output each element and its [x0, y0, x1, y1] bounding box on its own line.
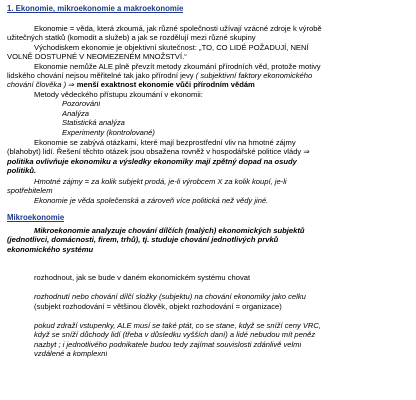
paragraph-line	[7, 71, 312, 80]
arrow-icon: ⇒	[68, 80, 75, 89]
paragraph-line: Ekonomie nemůže ALE plně převzít metody zkoumání přírodních věd, protože motivy	[34, 62, 321, 71]
paragraph-line: Východiskem ekonomie je objektivní skutečnost: „TO, CO LIDÉ POŽADUJÍ, NENÍ	[34, 43, 309, 52]
arrow-icon: ⇒	[303, 147, 310, 156]
section-heading: 1. Ekonomie, mikroekonomie a makroekonomie	[7, 4, 184, 13]
paragraph-line: užitečných statků (komodit a služeb) a jak se rozdělují mezi různé skupiny	[7, 33, 256, 42]
list-item-text: pokud zdraží vstupenky, ALE musí se také ptát, co se stane, když se sníží ceny VRC,	[34, 321, 322, 330]
method-item: Analýza	[62, 109, 90, 118]
paragraph-line-bold: (jednotlivci, domácnosti, firem, trhů), tj. studuje chování jednotlivých prvků	[7, 235, 279, 244]
list-item-text: rozhodnout, jak se bude v daném ekonomickém systému chovat	[34, 273, 251, 282]
section-heading: Mikroekonomie	[7, 213, 65, 222]
text-span-bold: menší exaktnost ekonomie vůči přírodním vědám	[76, 80, 255, 89]
paragraph-line-italic: Hmotné zájmy = za kolik subjekt prodá, je-li výrobcem X za kolik koupí, je-li	[34, 177, 287, 186]
list-item-text: když se sníží důchody lidí (třeba v důsledku vyšších daní) a lidé nebudou mít peněz	[34, 330, 316, 339]
paragraph-line	[7, 80, 255, 89]
text-span: (blahobyt) lidí. Řešení těchto otázek jsou obsažena rovněž v hospodářské politice vlády	[7, 147, 302, 156]
text-span-italic: chování člověka )	[7, 80, 67, 89]
paragraph-line: Ekonomie = věda, která zkoumá, jak různé společnosti užívají vzácné zdroje k výrobě	[34, 24, 322, 33]
paragraph-line	[7, 147, 310, 156]
paragraph-line-bold: politika ovlivňuje ekonomiku a výsledky ekonomiky mají zpětný dopad na osudy	[7, 157, 297, 166]
method-item: Experimenty (kontrolované)	[62, 128, 155, 137]
text-span-italic: ( subjektivní faktory ekonomického	[195, 71, 313, 80]
method-item: Statistická analýza	[62, 118, 125, 127]
list-item-text: vzdálené a komplexní	[34, 349, 108, 358]
list-item-text: rozhodnutí nebo chování dílčí složky (subjektu) na chování ekonomiky jako celku	[34, 292, 306, 301]
paragraph-line: Metody vědeckého přístupu zkoumání v ekonomii:	[34, 90, 203, 99]
list-item-text: nazbyt ; i jednotlivého podnikatele budou tedy zajímat souvislosti zdánlivě velmi	[34, 340, 302, 349]
text-span: lidského chování nejsou měřitelné tak jako přírodní jevy	[7, 71, 194, 80]
method-item: Pozorování	[62, 99, 101, 108]
paragraph-line: Ekonomie se zabývá otázkami, které mají bezprostřední vliv na hmotné zájmy	[34, 138, 296, 147]
paragraph-line-bold: ekonomického systému	[7, 245, 94, 254]
paragraph-line-bold: Mikroekonomie analyzuje chování dílčích (malých) ekonomických subjektů	[34, 226, 305, 235]
paragraph-line-italic: Ekonomie je věda společenská a zároveň více politická než vědy jiné.	[34, 196, 269, 205]
paragraph-line-bold: politiků.	[7, 166, 37, 175]
paragraph-line: VOLNĚ DOSTUPNÉ V NEOMEZENÉM MNOŽSTVÍ.“	[7, 52, 187, 61]
paragraph-line-italic: spotřebitelem	[7, 186, 53, 195]
list-item-text: (subjekt rozhodování = většinou člověk, objekt rozhodování = organizace)	[34, 302, 282, 311]
